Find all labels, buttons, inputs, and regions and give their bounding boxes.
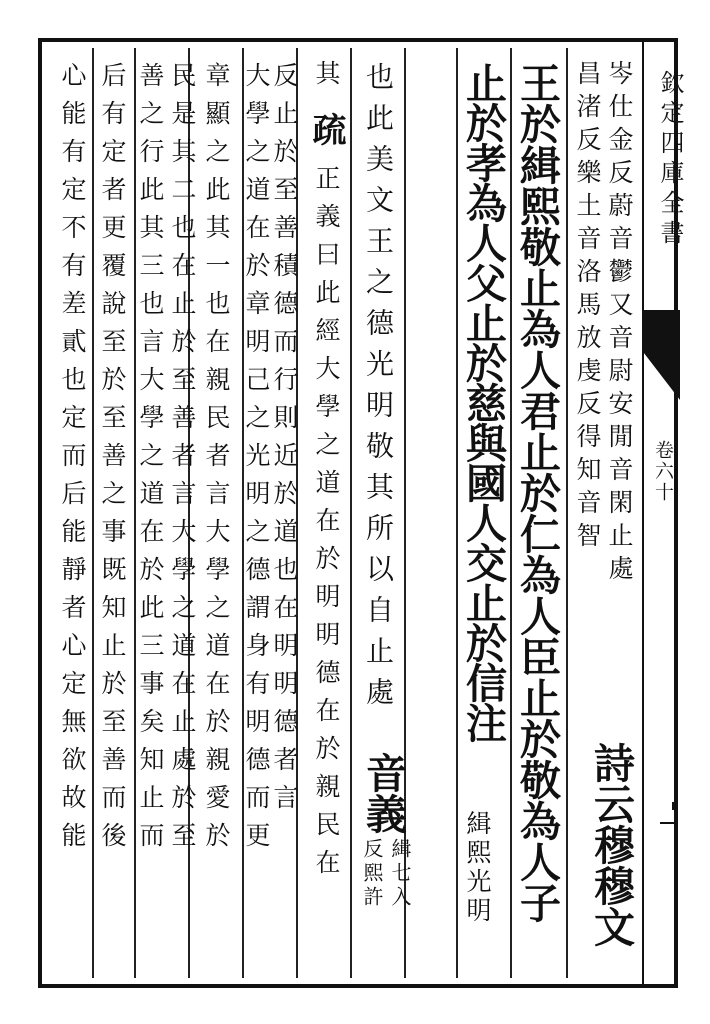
text-column-10 — [244, 62, 269, 860]
side-margin-title: 欽定四庫全書 — [656, 70, 684, 250]
annotation-text: 昌渚反樂土音洛馬放虔反得知音智 — [573, 60, 602, 555]
text-column-5b — [465, 810, 490, 926]
annotation-text: 岑仕金反蔚音鬱又音尉安閒音閑止處 — [605, 60, 634, 588]
commentary-text: 心能有定不有差貳也定而后能靜者心定無欲故能 — [58, 62, 87, 860]
column-rule — [566, 48, 568, 978]
column-rule — [92, 48, 94, 978]
annotation-text: 緝熙光明 — [463, 810, 492, 926]
text-column-8 — [306, 60, 346, 887]
column-rule — [510, 48, 512, 978]
text-column-4 — [513, 62, 561, 923]
side-margin-volume: 卷六十 — [652, 440, 674, 503]
main-text: 也此美文王之德光明敬其所以自止處 — [362, 62, 395, 718]
annotation-text: 緝七入 — [388, 838, 412, 910]
main-text: 其 — [312, 60, 341, 93]
text-column-11 — [204, 62, 229, 860]
column-rule — [350, 48, 352, 978]
text-column-6 — [362, 62, 395, 718]
text-column-15 — [60, 62, 85, 860]
column-rule — [456, 48, 458, 978]
annotation-text: 反熙許 — [360, 838, 384, 910]
text-column-5 — [459, 62, 507, 742]
margin-tick-icon — [672, 802, 678, 810]
main-text: 詩云穆穆文 — [587, 742, 635, 947]
commentary-text: 大學之道在於章明己之光明之德謂身有明德而更 — [242, 62, 271, 860]
main-text: 正義曰此經大學之道在於明明德在於親民在 — [312, 165, 341, 887]
text-column-7 — [362, 838, 382, 910]
side-margin-rule — [642, 40, 644, 988]
commentary-text: 后有定者更覆說至於至善之事既知止於至善而後 — [98, 62, 127, 860]
commentary-text: 章顯之此其一也在親民者言大學之道在於親愛於 — [202, 62, 231, 860]
main-text: 止於孝為人父止於慈與國人交止於信注 — [459, 62, 507, 742]
text-column-6c — [390, 838, 410, 910]
margin-tick-icon — [660, 822, 676, 824]
main-text: 王於緝熙敬止為人君止於仁為人臣止於敬為人子 — [513, 62, 561, 923]
text-column-12 — [170, 62, 195, 860]
text-column-13 — [138, 62, 163, 860]
commentary-text: 民是其二也在止於至善者言大學之道在止處於至 — [168, 62, 197, 860]
text-column-3 — [587, 742, 635, 947]
shu-heading: 疏 — [306, 112, 346, 146]
text-column-2 — [575, 60, 600, 555]
text-column-9 — [272, 62, 297, 822]
commentary-text: 反止於至善積德而行則近於道也在明明德者言 — [270, 62, 299, 822]
text-column-6b — [359, 752, 407, 834]
commentary-text: 善之行此其三也言大學之道在於此三事矣知止而 — [136, 62, 165, 860]
text-column-14 — [100, 62, 125, 860]
yinyi-heading: 音義 — [359, 752, 407, 834]
text-column-1 — [607, 60, 632, 588]
